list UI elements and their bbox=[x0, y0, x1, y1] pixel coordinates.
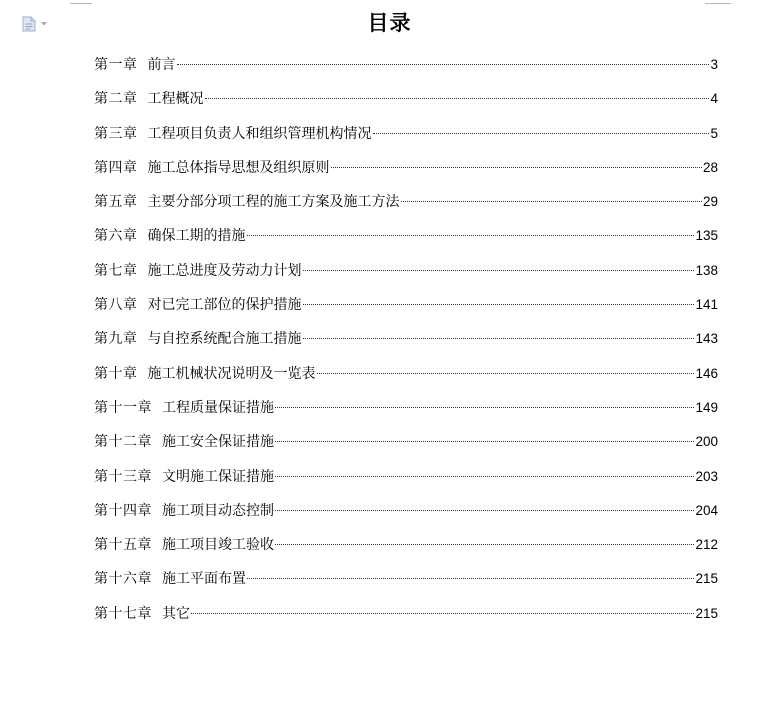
toc-chapter-number: 第三章 bbox=[94, 125, 138, 142]
toc-dot-leader bbox=[303, 292, 695, 305]
toc-dot-leader bbox=[317, 361, 695, 374]
toc-chapter-title: 施工机械状况说明及一览表 bbox=[147, 365, 316, 382]
toc-page-number: 212 bbox=[695, 537, 718, 553]
toc-chapter-number: 第五章 bbox=[94, 194, 138, 211]
toc-page-number: 135 bbox=[695, 228, 718, 244]
toc-dot-leader bbox=[373, 121, 710, 134]
toc-entry[interactable] bbox=[94, 602, 718, 636]
toc-page-number: 215 bbox=[695, 605, 718, 621]
toc-chapter-title: 确保工期的措施 bbox=[147, 228, 246, 245]
toc-dot-leader bbox=[275, 498, 694, 511]
toc-chapter-number: 第四章 bbox=[94, 159, 138, 176]
toc-chapter-number: 第十六章 bbox=[94, 571, 152, 588]
toc-entry[interactable] bbox=[94, 430, 718, 464]
toc-chapter-number: 第十一章 bbox=[94, 399, 152, 416]
page-corner-mark-left bbox=[70, 0, 92, 4]
toc-dot-leader bbox=[303, 258, 695, 271]
toc-chapter-title: 施工总体指导思想及组织原则 bbox=[147, 159, 330, 176]
toc-chapter-title: 施工项目动态控制 bbox=[162, 502, 274, 519]
toc-chapter-title: 施工安全保证措施 bbox=[162, 434, 274, 451]
page-margin-marks bbox=[0, 0, 779, 4]
toc-entry[interactable] bbox=[94, 533, 718, 567]
toc-entry[interactable] bbox=[94, 224, 718, 258]
toc-entry[interactable] bbox=[94, 156, 718, 190]
toc-entry[interactable] bbox=[94, 87, 718, 121]
toc-chapter-title: 前言 bbox=[147, 57, 176, 73]
toc-chapter-title: 文明施工保证措施 bbox=[162, 468, 274, 485]
toc-chapter-number: 第十四章 bbox=[94, 502, 152, 519]
toc-chapter-number: 第十三章 bbox=[94, 468, 152, 485]
toc-page-number: 3 bbox=[710, 57, 718, 72]
toc-chapter-number: 第十七章 bbox=[94, 605, 152, 622]
toc-dot-leader bbox=[275, 532, 694, 545]
toc-chapter-title: 工程项目负责人和组织管理机构情况 bbox=[147, 125, 372, 142]
toc-chapter-title: 施工项目竣工验收 bbox=[162, 537, 274, 554]
toc-chapter-number: 第八章 bbox=[94, 297, 138, 314]
toc-page-number: 141 bbox=[695, 297, 718, 313]
toc-dot-leader bbox=[303, 326, 695, 339]
toc-chapter-number: 第九章 bbox=[94, 331, 138, 348]
toc-chapter-title: 与自控系统配合施工措施 bbox=[147, 331, 302, 348]
toc-entry[interactable] bbox=[94, 396, 718, 430]
toc-chapter-number: 第二章 bbox=[94, 91, 138, 108]
toc-page-number: 28 bbox=[702, 159, 718, 175]
toc-chapter-number: 第十五章 bbox=[94, 537, 152, 554]
toc-entry[interactable] bbox=[94, 259, 718, 293]
toc-dot-leader bbox=[205, 86, 710, 99]
page-corner-mark-right bbox=[705, 0, 731, 4]
toc-page-number: 4 bbox=[710, 91, 718, 107]
page-title: 目录 bbox=[367, 10, 412, 35]
toc-chapter-title: 工程质量保证措施 bbox=[162, 399, 274, 416]
toc-page-number: 146 bbox=[695, 365, 718, 381]
table-of-contents bbox=[94, 53, 718, 636]
toc-dot-leader bbox=[275, 464, 694, 477]
toc-dot-leader bbox=[401, 189, 702, 202]
toc-entry[interactable] bbox=[94, 499, 718, 533]
toc-page-number: 204 bbox=[695, 502, 718, 518]
toc-entry[interactable] bbox=[94, 327, 718, 361]
toc-entry[interactable] bbox=[94, 465, 718, 499]
toc-chapter-title: 主要分部分项工程的施工方案及施工方法 bbox=[147, 194, 400, 211]
toc-page-number: 215 bbox=[695, 571, 718, 587]
toc-dot-leader bbox=[275, 429, 694, 442]
toc-entry[interactable] bbox=[94, 362, 718, 396]
toc-entry[interactable] bbox=[94, 53, 718, 87]
toc-dot-leader bbox=[331, 155, 702, 168]
toc-entry[interactable] bbox=[94, 190, 718, 224]
toc-chapter-title: 施工平面布置 bbox=[162, 571, 246, 588]
toc-chapter-number: 第一章 bbox=[94, 57, 138, 73]
toc-chapter-title: 施工总进度及劳动力计划 bbox=[147, 262, 302, 279]
toc-chapter-title: 其它 bbox=[162, 605, 190, 622]
toc-chapter-number: 第六章 bbox=[94, 228, 138, 245]
toc-chapter-number: 第七章 bbox=[94, 262, 138, 279]
toc-page-number: 138 bbox=[695, 262, 718, 278]
toc-page-number: 200 bbox=[695, 434, 718, 450]
toc-entry[interactable] bbox=[94, 122, 718, 156]
toc-dot-leader bbox=[247, 566, 694, 579]
toc-dot-leader bbox=[191, 601, 694, 614]
toc-dot-leader bbox=[177, 52, 710, 65]
toc-dot-leader bbox=[247, 223, 695, 236]
toc-page-number: 29 bbox=[702, 194, 718, 210]
toc-dot-leader bbox=[275, 395, 694, 408]
toc-chapter-number: 第十二章 bbox=[94, 434, 152, 451]
toc-page-number: 5 bbox=[710, 125, 718, 141]
toc-page-number: 203 bbox=[695, 468, 718, 484]
toc-page-number: 143 bbox=[695, 331, 718, 347]
toc-page-number: 149 bbox=[695, 399, 718, 415]
toc-entry[interactable] bbox=[94, 293, 718, 327]
toc-chapter-title: 工程概况 bbox=[147, 91, 204, 108]
toc-chapter-title: 对已完工部位的保护措施 bbox=[147, 297, 302, 314]
toc-chapter-number: 第十章 bbox=[94, 365, 138, 382]
toc-entry[interactable] bbox=[94, 567, 718, 601]
